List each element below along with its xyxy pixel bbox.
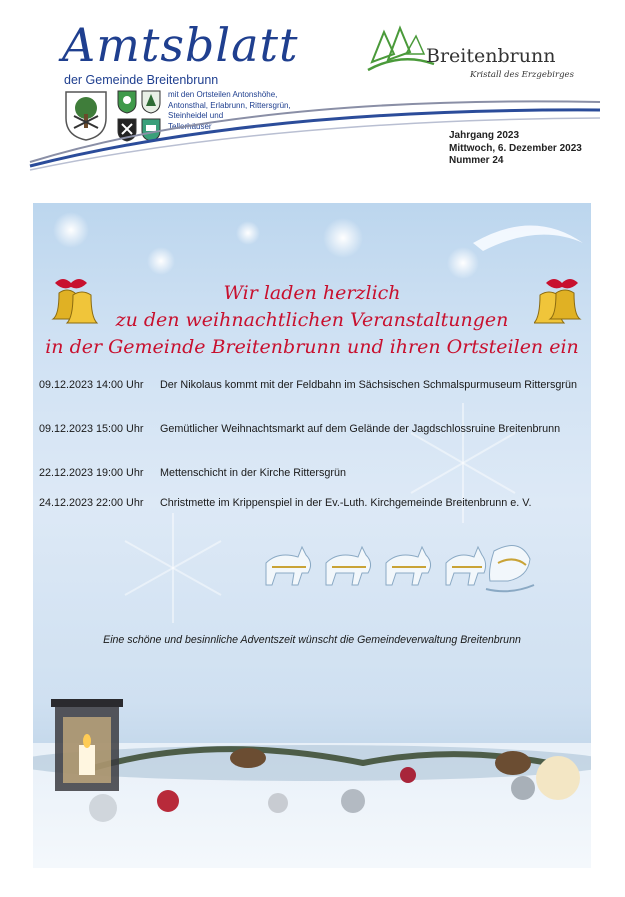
event-description: Mettenschicht in der Kirche Rittersgrün [160,467,347,479]
event-date: 22.12.2023 19:00 Uhr [39,467,144,479]
greeting-text: Eine schöne und besinnliche Adventszeit wünscht die Gemeindeverwaltung Breitenbrunn [103,634,521,646]
star-icon [147,247,175,275]
district-list: mit den Ortsteilen Antonshöhe, Antonsthal, Erlabrunn, Rittersgrün, Steinheidel und Tellerhäuser [168,90,291,131]
star-icon [323,218,363,258]
event-description: Christmette im Krippenspiel in der Ev.-Luth. Kirchgemeinde Breitenbrunn e. V. [160,497,532,509]
star-icon [447,247,479,279]
event-date: 09.12.2023 14:00 Uhr [39,379,144,391]
issue-number: Nummer 24 [449,155,504,166]
lantern-icon [47,695,127,795]
invitation-heading: Wir laden herzlich zu den weihnachtlichen Veranstaltungen in der Gemeinde Breitenbrunn und ihren Ortsteilen ein [45,282,579,358]
masthead-title: Amtsblatt [62,18,299,72]
issue-info [449,130,582,168]
star-icon [236,221,260,245]
event-date: 24.12.2023 22:00 Uhr [39,497,144,509]
logo-name: Breitenbrunn [426,45,556,67]
event-description: Gemütlicher Weihnachtsmarkt auf dem Gelände der Jagdschlossruine Breitenbrunn [160,423,561,435]
event-date: 09.12.2023 15:00 Uhr [39,423,144,435]
shooting-star-icon [473,226,583,252]
christmas-invitation-card [33,203,591,868]
issue-year: Jahrgang 2023 [449,130,520,141]
masthead-subtitle: der Gemeinde Breitenbrunn [64,73,219,87]
logo-tagline: Kristall des Erzgebirges [470,70,574,80]
reindeer-sleigh-icon [258,533,538,603]
issue-date: Mittwoch, 6. Dezember 2023 [449,142,582,154]
event-description: Der Nikolaus kommt mit der Feldbahn im Sächsischen Schmalspurmuseum Rittersgrün [160,379,578,391]
star-icon [53,212,89,248]
